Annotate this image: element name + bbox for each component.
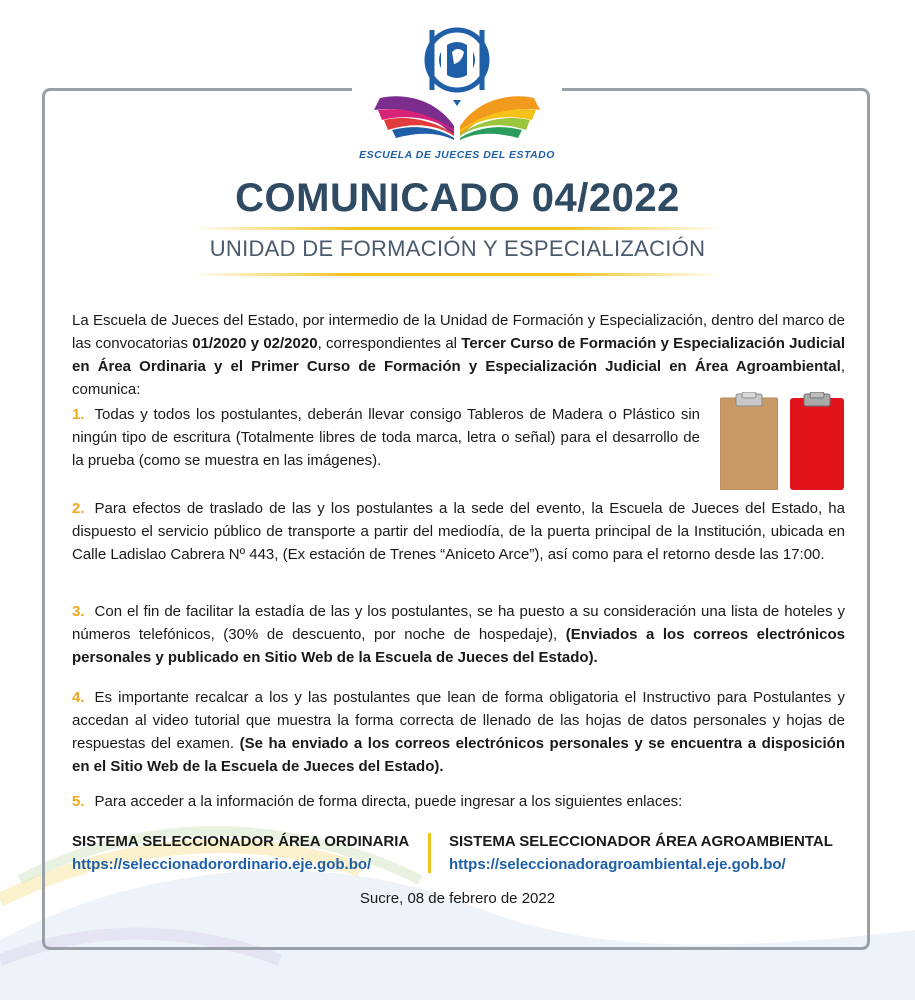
logo-caption: ESCUELA DE JUECES DEL ESTADO [359, 149, 555, 161]
item-number: 4. [72, 689, 85, 706]
intro-paragraph [72, 309, 845, 401]
place-and-date: Sucre, 08 de febrero de 2022 [359, 890, 556, 907]
item-number: 1. [72, 406, 85, 423]
item-text: Para acceder a la información de forma directa, puede ingresar a los siguientes enlaces: [94, 793, 683, 810]
title-underline [190, 227, 725, 230]
intro-text-2: , correspondientes al [317, 335, 462, 352]
item-text: Todas y todos los postulantes, deberán llevar consigo Tableros de Madera o Plástico sin ningún tipo de escritura (Totalmente libres de toda marca, letra o señal) para el desarrollo de la prueba (como se muestra en las imágenes). [72, 406, 700, 469]
page-subtitle: UNIDAD DE FORMACIÓN Y ESPECIALIZACIÓN [209, 236, 706, 261]
item-text: Es importante recalcar a los y las postulantes que lean de forma obligatoria el Instructivo para Postulantes y accedan al video tutorial que muestra la forma correcta de llenado de las hojas de datos personales y hojas de respuestas del examen. [72, 689, 845, 752]
link-title-agroambiental: SISTEMA SELECCIONADOR ÁREA AGROAMBIENTAL [449, 833, 833, 850]
list-item-1 [72, 403, 700, 472]
link-title-ordinaria: SISTEMA SELECCIONADOR ÁREA ORDINARIA [72, 833, 410, 850]
link-block-ordinaria [72, 830, 409, 876]
item-bold-text: (Enviados a los correos electrónicos personales y publicado en Sitio Web de la Escuela de Jueces del Estado). [72, 626, 845, 666]
subtitle-underline [190, 273, 725, 276]
scales-emblem-icon [427, 30, 487, 106]
item-text: Para efectos de traslado de las y los postulantes a la sede del evento, la Escuela de Jueces del Estado, ha dispuesto el servicio público de transporte a partir del mediodía, de la puerta principal de la Institución, ubicada en Calle Ladislao Cabrera Nº 443, (Ex estación de Trenes “Aniceto Arce”), así como para el retorno desde las 17:00. [72, 500, 845, 563]
link-url-ordinaria[interactable]: https://seleccionadorordinario.eje.gob.bo/ [72, 856, 372, 873]
wooden-clipboard-image [720, 392, 778, 490]
list-item-4 [72, 686, 845, 778]
link-url-agroambiental[interactable]: https://seleccionadoragroambiental.eje.gob.bo/ [449, 856, 786, 873]
link-block-agroambiental [449, 830, 833, 876]
item-number: 5. [72, 793, 85, 810]
intro-courses: Tercer Curso de Formación y Especialización Judicial en Área Ordinaria y el Primer Curso de Formación y Especialización Judicial en Área Agroambiental [72, 335, 846, 375]
page-title: COMUNICADO 04/2022 [235, 176, 680, 220]
institution-logo [352, 18, 562, 168]
list-item-2 [72, 497, 845, 566]
item-text: Con el fin de facilitar la estadía de las y los postulantes, se ha puesto a su consideración una lista de hoteles y números telefónicos, (30% de descuento, por noche de hospedaje), [72, 603, 845, 643]
list-item-5 [72, 790, 845, 813]
links-separator [428, 833, 431, 873]
item-number: 3. [72, 603, 85, 620]
list-item-3 [72, 600, 845, 669]
intro-text-1: La Escuela de Jueces del Estado, por intermedio de la Unidad de Formación y Especialización, dentro del marco de las convocatorias [72, 312, 845, 352]
intro-text-3: , comunica: [72, 358, 845, 398]
item-number: 2. [72, 500, 85, 517]
item-bold-text: (Se ha enviado a los correos electrónicos personales y se encuentra a disposición en el Sitio Web de la Escuela de Jueces del Estado). [72, 735, 845, 775]
intro-convocatorias: 01/2020 y 02/2020 [192, 335, 318, 352]
red-plastic-clipboard-image [790, 392, 844, 490]
